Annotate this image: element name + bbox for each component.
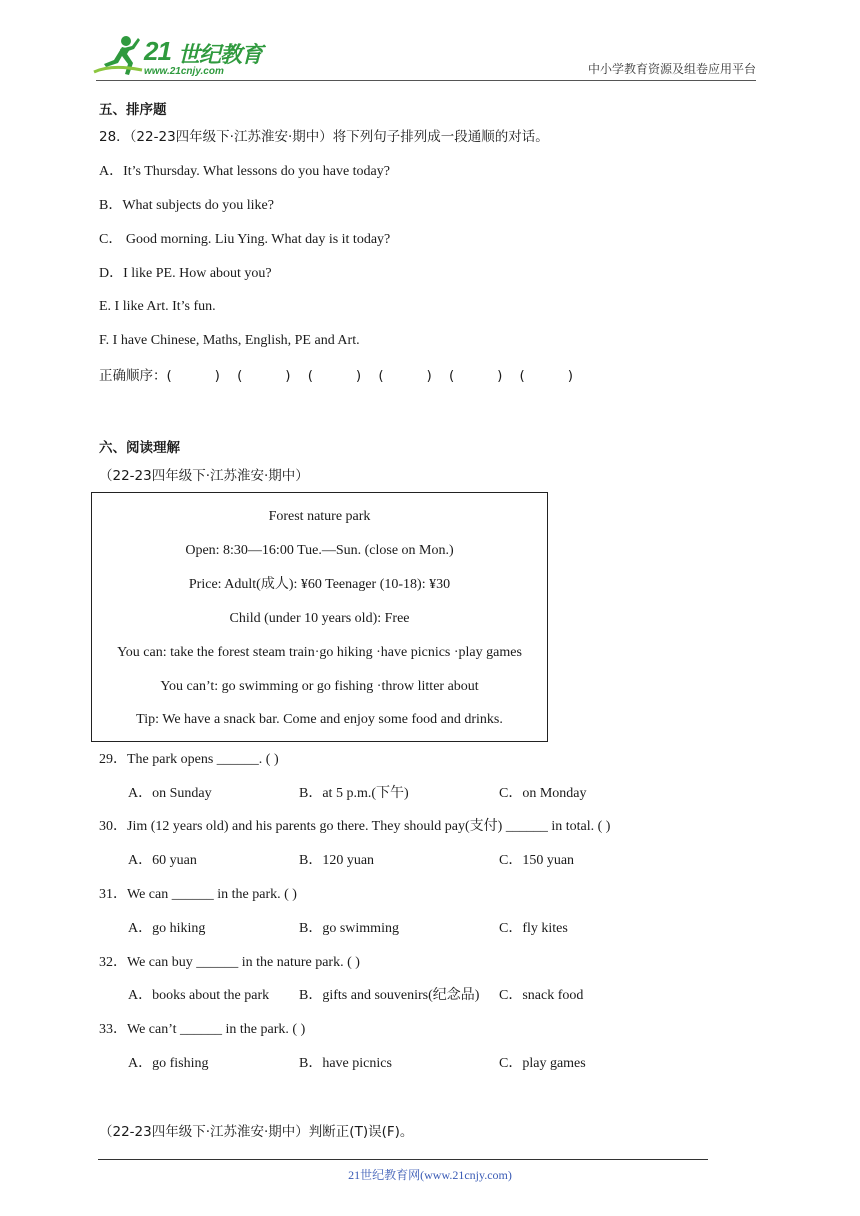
- answer-order-line[interactable]: 正确顺序：( ) ( ) ( ) ( ) ( ) ( ): [99, 368, 574, 384]
- notice-cannot: You can’t: go swimming or go fishing ·throw litter about: [160, 679, 479, 694]
- section-five-title: 五、排序题: [99, 102, 167, 118]
- question-33-option-c[interactable]: C．play games: [499, 1056, 586, 1071]
- question-29-option-a[interactable]: A．on Sunday: [128, 786, 212, 801]
- true-false-intro: （22-23四年级下·江苏淮安·期中）判断正(T)误(F)。: [99, 1124, 414, 1140]
- question-32-option-c[interactable]: C．snack food: [499, 988, 584, 1003]
- header-divider: [96, 80, 756, 81]
- notice-can: You can: take the forest steam train·go hiking ·have picnics ·play games: [117, 645, 522, 660]
- footer-divider: [98, 1159, 708, 1160]
- section-six-source: （22-23四年级下·江苏淮安·期中）: [99, 468, 309, 484]
- question-28-stem: 28．（22-23四年级下·江苏淮安·期中）将下列句子排列成一段通顺的对话。: [99, 129, 549, 145]
- question-31-stem: 31．We can ______ in the park. ( ): [99, 887, 297, 902]
- site-logo: [92, 34, 262, 82]
- option-d: D．I like PE. How about you?: [99, 266, 272, 281]
- question-31-option-a[interactable]: A．go hiking: [128, 921, 206, 936]
- question-29-option-b[interactable]: B．at 5 p.m.(下午): [299, 786, 409, 801]
- option-e: E. I like Art. It’s fun.: [99, 299, 216, 314]
- runner-icon: [92, 34, 144, 78]
- notice-title: Forest nature park: [268, 509, 371, 524]
- question-30-option-b[interactable]: B．120 yuan: [299, 853, 375, 868]
- notice-tip: Tip: We have a snack bar. Come and enjoy some food and drinks.: [136, 712, 503, 727]
- logo-text: 世纪教育: [178, 43, 263, 68]
- question-32-option-a[interactable]: A．books about the park: [128, 988, 270, 1003]
- option-c: C． Good morning. Liu Ying. What day is it today?: [99, 232, 391, 247]
- footer-text[interactable]: 21世纪教育网(www.21cnjy.com): [348, 1168, 512, 1182]
- question-29-option-c[interactable]: C．on Monday: [499, 786, 587, 801]
- question-33-stem: 33．We can’t ______ in the park. ( ): [99, 1022, 306, 1037]
- notice-open-hours: Open: 8:30—16:00 Tue.—Sun. (close on Mon.): [185, 543, 454, 558]
- park-notice-box: [91, 492, 548, 742]
- question-32-option-b[interactable]: B．gifts and souvenirs(纪念品): [299, 988, 480, 1003]
- question-29-stem: 29．The park opens ______. ( ): [99, 752, 279, 767]
- question-32-stem: 32．We can buy ______ in the nature park. ( ): [99, 955, 360, 970]
- question-30-stem: 30．Jim (12 years old) and his parents go there. They should pay(支付) ______ in total. ( ): [99, 819, 611, 834]
- question-31-option-b[interactable]: B．go swimming: [299, 921, 399, 936]
- question-33-option-a[interactable]: A．go fishing: [128, 1056, 209, 1071]
- notice-price: Price: Adult(成人): ¥60 Teenager (10-18): ¥30: [188, 577, 451, 592]
- option-f: F. I have Chinese, Maths, English, PE and Art.: [99, 333, 360, 348]
- question-30-option-a[interactable]: A．60 yuan: [128, 853, 197, 868]
- header-slogan: 中小学教育资源及组卷应用平台: [587, 62, 756, 76]
- notice-child-price: Child (under 10 years old): Free: [229, 611, 410, 626]
- question-30-option-c[interactable]: C．150 yuan: [499, 853, 575, 868]
- logo-url: www.21cnjy.com: [144, 66, 224, 77]
- option-a: A．It’s Thursday. What lessons do you have today?: [99, 164, 390, 179]
- section-six-title: 六、阅读理解: [99, 440, 180, 456]
- logo-number: 21: [144, 36, 171, 66]
- question-31-option-c[interactable]: C．fly kites: [499, 921, 568, 936]
- option-b: B．What subjects do you like?: [99, 198, 274, 213]
- question-33-option-b[interactable]: B．have picnics: [299, 1056, 392, 1071]
